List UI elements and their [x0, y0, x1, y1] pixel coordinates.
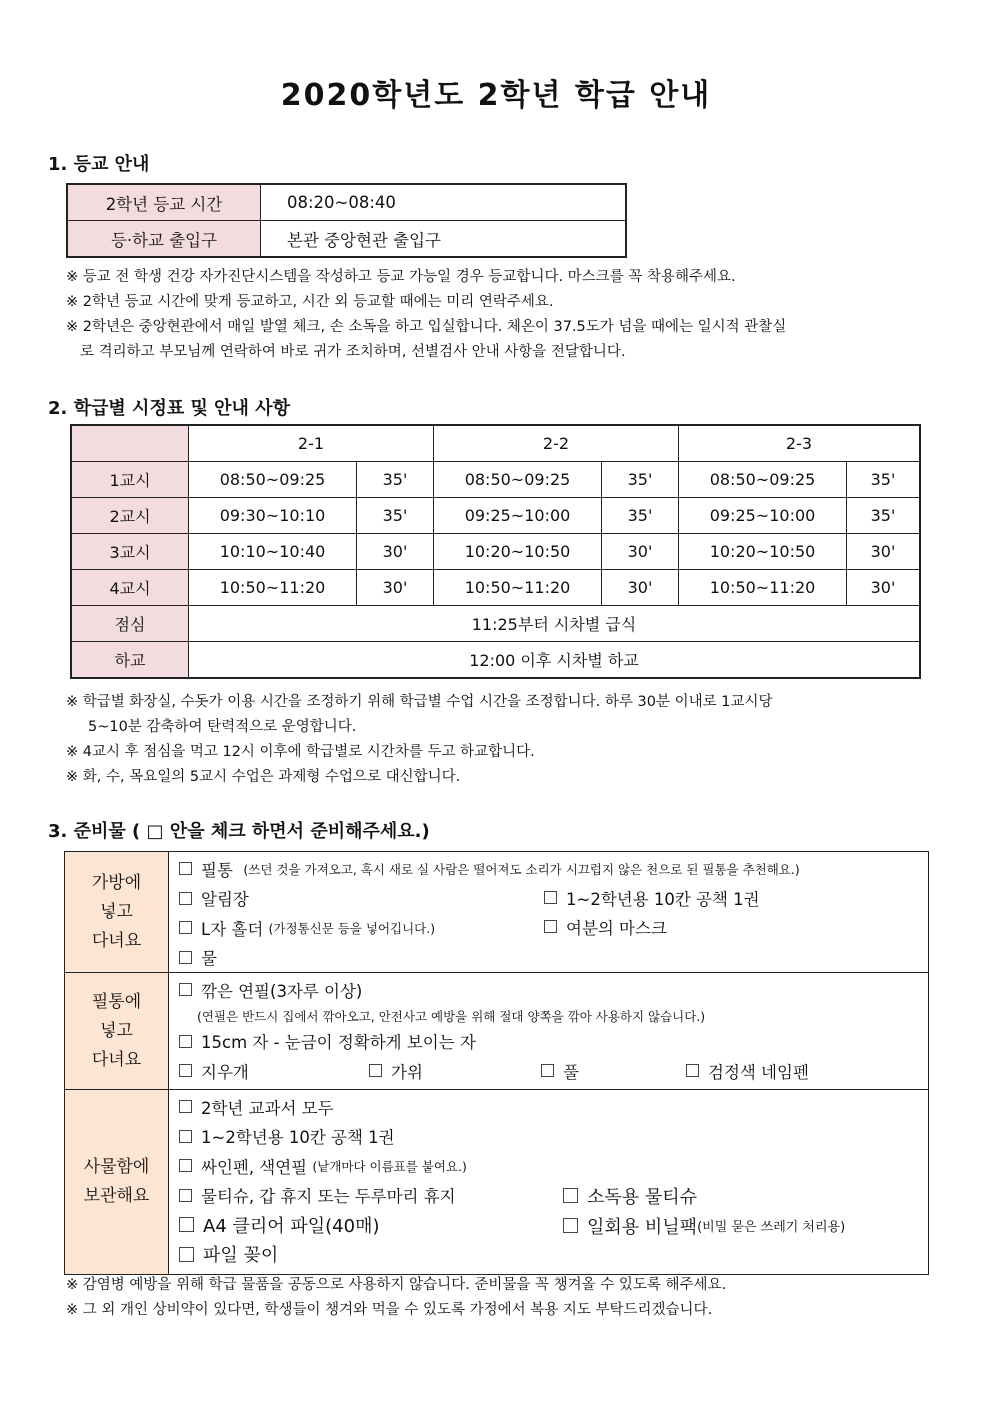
checklist-item[interactable]: 일회용 비닐팩 (비밀 묻은 쓰레기 처리용) [563, 1211, 845, 1241]
period-time: 09:30~10:10 [189, 498, 357, 534]
checkbox[interactable] [179, 951, 192, 964]
note: ※ 그 외 개인 상비약이 있다면, 학생들이 챙겨와 먹을 수 있도록 가정에서 복용 지도 부탁드리겠습니다. [66, 1302, 713, 1318]
checklist-row [179, 1056, 928, 1086]
checkbox[interactable] [179, 1064, 192, 1077]
checkbox[interactable] [179, 862, 192, 875]
period-minutes: 35' [847, 498, 921, 534]
table-row [71, 498, 920, 534]
period-label: 4교시 [71, 570, 189, 606]
lunch-label: 점심 [71, 606, 189, 642]
period-minutes: 35' [847, 462, 921, 498]
checklist-item[interactable]: 파일 꽂이 [179, 1240, 928, 1270]
period-minutes: 35' [357, 462, 434, 498]
checklist-item[interactable]: 2학년 교과서 모두 [179, 1092, 928, 1122]
checkbox[interactable] [544, 891, 557, 904]
arrival-time-label: 2학년 등교 시간 [67, 184, 261, 221]
section-1-heading: 1. 등교 안내 [48, 154, 150, 175]
checkbox[interactable] [179, 1217, 194, 1232]
period-time: 08:50~09:25 [189, 462, 357, 498]
corner-cell [71, 425, 189, 462]
checkbox[interactable] [179, 921, 192, 934]
checklist-item[interactable]: 가위 [369, 1056, 423, 1086]
pencilcase-items [169, 973, 929, 1090]
checklist-item[interactable]: 15cm 자 - 눈금이 정확하게 보이는 자 [179, 1027, 928, 1057]
period-minutes: 30' [847, 534, 921, 570]
class-header: 2-3 [679, 425, 921, 462]
table-row [65, 973, 929, 1090]
pencilcase-category: 필통에 넣고 다녀요 [65, 973, 169, 1090]
period-label: 3교시 [71, 534, 189, 570]
dismissal-label: 하교 [71, 642, 189, 679]
note: ※ 등교 전 학생 건강 자가진단시스템을 작성하고 등교 가능일 경우 등교합니다. 마스크를 꼭 착용해주세요. [66, 269, 736, 285]
checkbox[interactable] [179, 1159, 192, 1172]
period-time: 08:50~09:25 [434, 462, 602, 498]
period-time: 10:10~10:40 [189, 534, 357, 570]
period-minutes: 30' [357, 570, 434, 606]
period-minutes: 35' [602, 462, 679, 498]
checklist-item[interactable]: 여분의 마스크 [544, 912, 667, 942]
table-row [71, 570, 920, 606]
checkbox[interactable] [179, 1035, 192, 1048]
period-minutes: 35' [602, 498, 679, 534]
period-time: 10:50~11:20 [434, 570, 602, 606]
note: ※ 화, 수, 목요일의 5교시 수업은 과제형 수업으로 대신합니다. [66, 769, 461, 785]
period-time: 10:20~10:50 [679, 534, 847, 570]
period-minutes: 30' [847, 570, 921, 606]
checkbox[interactable] [563, 1218, 578, 1233]
period-time: 10:20~10:50 [434, 534, 602, 570]
period-minutes: 30' [602, 570, 679, 606]
checkbox[interactable] [541, 1064, 554, 1077]
table-row [71, 534, 920, 570]
lunch-value: 11:25부터 시차별 급식 [189, 606, 921, 642]
checkbox[interactable] [686, 1064, 699, 1077]
checkbox[interactable] [369, 1064, 382, 1077]
period-time: 10:50~11:20 [189, 570, 357, 606]
entrance-value: 본관 중앙현관 출입구 [261, 221, 627, 258]
period-minutes: 30' [602, 534, 679, 570]
checklist-item[interactable]: 필통 (쓰던 것을 가져오고, 혹시 새로 실 사람은 떨어져도 소리가 시끄럽지 않은 천으로 된 필통을 추천해요.) [179, 854, 928, 884]
checkbox[interactable] [179, 1130, 192, 1143]
table-row [71, 606, 920, 642]
note: 5~10분 감축하여 탄력적으로 운영합니다. [88, 719, 357, 735]
period-time: 10:50~11:20 [679, 570, 847, 606]
checklist-item[interactable]: 물티슈, 갑 휴지 또는 두루마리 휴지 [179, 1181, 928, 1211]
period-time: 09:25~10:00 [434, 498, 602, 534]
checklist-item[interactable]: 1~2학년용 10칸 공책 1권 [179, 1122, 928, 1152]
checkbox[interactable] [179, 1247, 194, 1262]
checklist-item[interactable]: A4 클리어 파일(40매) [179, 1210, 928, 1240]
period-label: 2교시 [71, 498, 189, 534]
checklist-item[interactable]: 싸인펜, 색연필 (낱개마다 이름표를 붙여요.) [179, 1151, 928, 1181]
note: ※ 감염병 예방을 위해 학급 물품을 공동으로 사용하지 않습니다. 준비물을 꼭 챙겨올 수 있도록 해주세요. [66, 1277, 727, 1293]
note: ※ 2학년은 중앙현관에서 매일 발열 체크, 손 소독을 하고 입실합니다. 체온이 37.5도가 넘을 때에는 일시적 관찰실 [66, 319, 787, 335]
table-row [65, 852, 929, 973]
locker-category: 사물함에 보관해요 [65, 1090, 169, 1275]
note: ※ 학급별 화장실, 수돗가 이용 시간을 조정하기 위해 학급별 수업 시간을 조정합니다. 하루 30분 이내로 1교시당 [66, 694, 773, 710]
checklist-item[interactable]: 지우개 [179, 1056, 249, 1086]
table-row [65, 1090, 929, 1275]
checkbox[interactable] [544, 920, 557, 933]
period-label: 1교시 [71, 462, 189, 498]
table-row [71, 642, 920, 679]
checklist-item[interactable]: 소독용 물티슈 [563, 1181, 697, 1211]
period-time: 08:50~09:25 [679, 462, 847, 498]
period-minutes: 30' [357, 534, 434, 570]
section-3-heading: 3. 준비물 ( □ 안을 체크 하면서 준비해주세요.) [48, 821, 430, 842]
checklist-item[interactable]: 알림장 [179, 884, 928, 914]
table-row [71, 462, 920, 498]
pencil-note: (연필은 반드시 집에서 깎아오고, 안전사고 예방을 위해 절대 양쪽을 깎아 사용하지 않습니다.) [197, 1008, 706, 1024]
checklist-item[interactable]: 검정색 네임펜 [686, 1056, 809, 1086]
checklist-item[interactable]: 1~2학년용 10칸 공책 1권 [544, 883, 760, 913]
note: 로 격리하고 부모님께 연락하여 바로 귀가 조치하며, 선별검사 안내 사항을 전달합니다. [80, 344, 626, 360]
arrival-time-value: 08:20~08:40 [261, 184, 627, 221]
checklist-item[interactable]: 깎은 연필(3자루 이상) [179, 975, 928, 1005]
timetable [70, 424, 921, 679]
checkbox[interactable] [563, 1188, 578, 1203]
supplies-table [64, 851, 929, 1275]
arrival-table [66, 183, 627, 258]
page-title: 2020학년도 2학년 학급 안내 [280, 78, 712, 113]
checkbox[interactable] [179, 983, 192, 996]
class-header: 2-1 [189, 425, 434, 462]
note: ※ 2학년 등교 시간에 맞게 등교하고, 시간 외 등교할 때에는 미리 연락주세요. [66, 294, 554, 310]
bag-items [169, 852, 929, 973]
checklist-item[interactable]: L자 홀더 (가정통신문 등을 넣어깁니다.) [179, 913, 928, 943]
checkbox[interactable] [179, 892, 192, 905]
checklist-item[interactable]: 물 [179, 943, 928, 973]
checkbox[interactable] [179, 1189, 192, 1202]
checklist-item[interactable]: 풀 [541, 1056, 579, 1086]
table-row [71, 425, 920, 462]
checkbox[interactable] [179, 1100, 192, 1113]
note: ※ 4교시 후 점심을 먹고 12시 이후에 학급별로 시간차를 두고 하교합니다. [66, 744, 535, 760]
period-time: 09:25~10:00 [679, 498, 847, 534]
period-minutes: 35' [357, 498, 434, 534]
dismissal-value: 12:00 이후 시차별 하교 [189, 642, 921, 679]
section-2-heading: 2. 학급별 시정표 및 안내 사항 [48, 398, 290, 419]
bag-category: 가방에 넣고 다녀요 [65, 852, 169, 973]
table-row [67, 184, 626, 221]
table-row [67, 221, 626, 258]
entrance-label: 등·하교 출입구 [67, 221, 261, 258]
locker-items [169, 1090, 929, 1275]
class-header: 2-2 [434, 425, 679, 462]
